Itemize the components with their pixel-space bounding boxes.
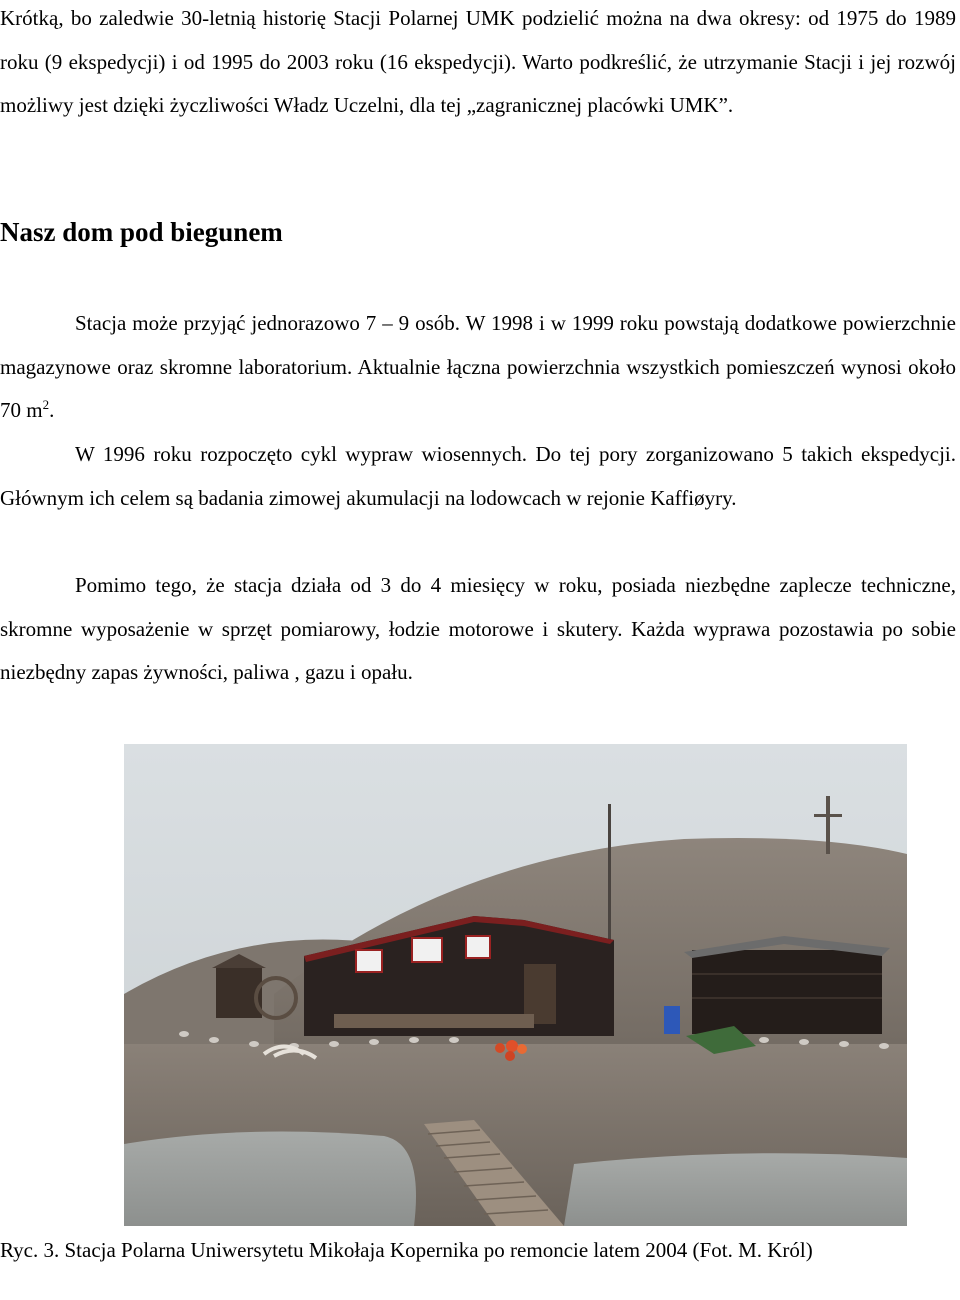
paragraph-capacity-text: Stacja może przyjąć jednorazowo 7 – 9 osób. W 1998 i w 1999 roku powstają dodatkowe powierzchnie magazynowe oraz skromne laboratorium. Aktualnie łączna powierzchnia wszystkich pomieszczeń wynosi około 70 m bbox=[0, 311, 956, 422]
antenna-mast bbox=[608, 804, 611, 954]
paragraph-equipment bbox=[0, 564, 956, 695]
station-photo-illustration bbox=[124, 744, 907, 1226]
paragraph-expeditions-text: W 1996 roku rozpoczęto cykl wypraw wiosennych. Do tej pory zorganizowano 5 takich ekspedycji. Głównym ich celem są badania zimowej akumulacji na lodowcach w rejonie Kaffiøyry. bbox=[0, 442, 956, 510]
water-left bbox=[124, 1132, 416, 1227]
figure-caption: Ryc. 3. Stacja Polarna Uniwersytetu Mikołaja Kopernika po remoncie latem 2004 (Fot. M. Król) bbox=[0, 1238, 813, 1262]
superscript-squared: 2 bbox=[42, 397, 50, 412]
section-heading: Nasz dom pod biegunem bbox=[0, 217, 283, 247]
blue-barrel bbox=[664, 1006, 680, 1034]
paragraph-capacity bbox=[0, 302, 956, 433]
storage-shed bbox=[684, 936, 890, 1034]
paragraph-history-text: Krótką, bo zaledwie 30-letnią historię Stacji Polarnej UMK podzielić można na dwa okresy: od 1975 do 1989 roku (9 ekspedycji) i od 1995 do 2003 roku (16 ekspedycji). Warto podkreślić, że utrzymanie Stacji i jej rozwój możliwy jest dzięki życzliwości Władz Uczelni, dla tej „zagranicznej placówki UMK”. bbox=[0, 6, 956, 117]
station-photo bbox=[124, 744, 907, 1226]
water-right bbox=[564, 1153, 907, 1226]
paragraph-equipment-text: Pomimo tego, że stacja działa od 3 do 4 miesięcy w roku, posiada niezbędne zaplecze techniczne, skromne wyposażenie w sprzęt pomiarowy, łodzie motorowe i skutery. Każda wyprawa pozostawia po sobie niezbędny zapas żywności, paliwa , gazu i opału. bbox=[0, 573, 956, 684]
paragraph-expeditions bbox=[0, 433, 956, 520]
paragraph-history bbox=[0, 0, 956, 128]
paragraph-capacity-end: . bbox=[49, 398, 55, 422]
